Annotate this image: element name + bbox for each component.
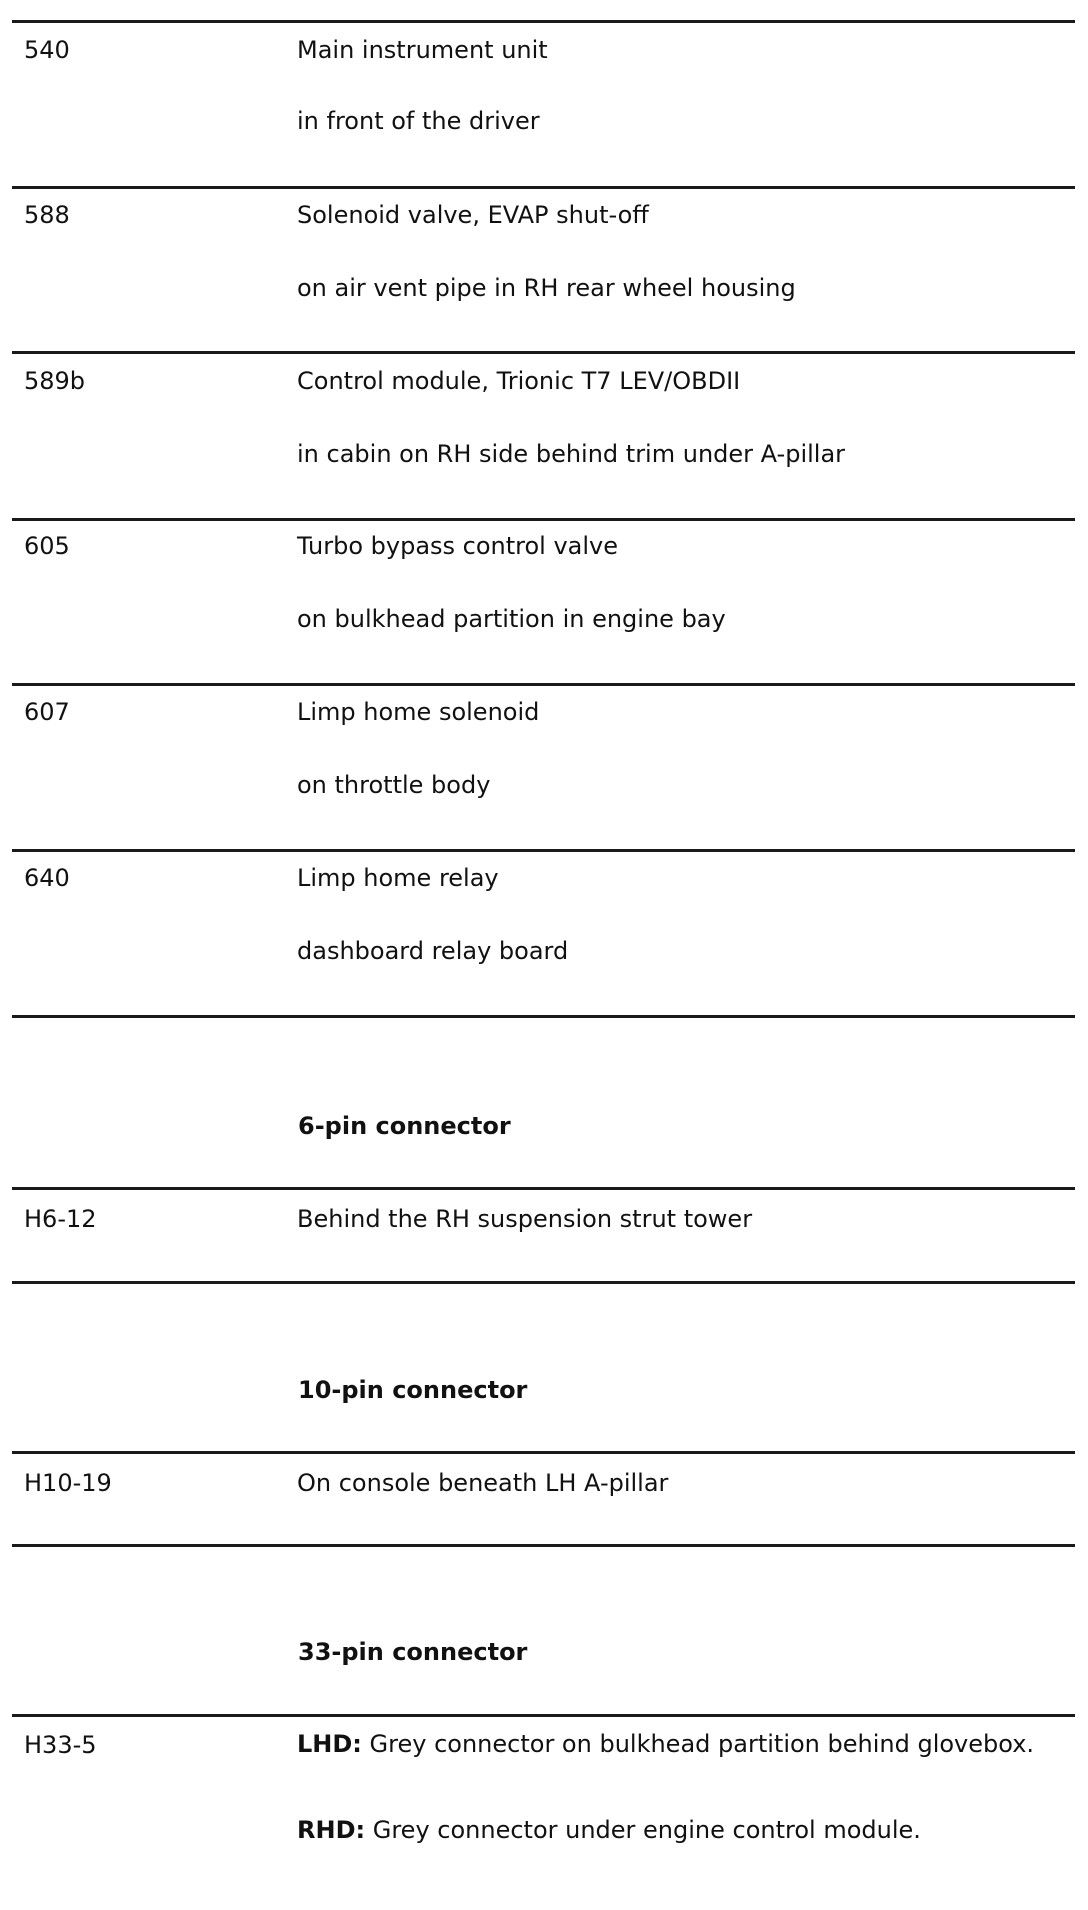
divider bbox=[12, 186, 1075, 189]
component-code: 589b bbox=[24, 367, 86, 395]
divider bbox=[12, 1714, 1075, 1717]
divider bbox=[12, 1187, 1075, 1190]
divider bbox=[12, 1281, 1075, 1284]
component-code: 640 bbox=[24, 864, 70, 892]
divider bbox=[12, 1451, 1075, 1454]
section-heading-10-pin: 10-pin connector bbox=[298, 1376, 528, 1404]
connector-location: Behind the RH suspension strut tower bbox=[297, 1205, 753, 1233]
component-name: Main instrument unit bbox=[297, 36, 548, 64]
divider bbox=[12, 518, 1075, 521]
divider bbox=[12, 849, 1075, 852]
connector-code: H6-12 bbox=[24, 1205, 97, 1233]
component-code: 607 bbox=[24, 698, 70, 726]
connector-code: H33-5 bbox=[24, 1731, 97, 1759]
component-name: Turbo bypass control valve bbox=[297, 532, 619, 560]
component-name: Limp home solenoid bbox=[297, 698, 540, 726]
lhd-note bbox=[297, 1730, 1057, 1759]
component-code: 588 bbox=[24, 201, 70, 229]
section-heading-33-pin: 33-pin connector bbox=[298, 1638, 528, 1666]
component-code: 540 bbox=[24, 36, 70, 64]
connector-code: H10-19 bbox=[24, 1469, 112, 1497]
component-location: on air vent pipe in RH rear wheel housing bbox=[297, 274, 796, 302]
divider bbox=[12, 1544, 1075, 1547]
lhd-text: Grey connector on bulkhead partition behind glovebox. bbox=[369, 1730, 1035, 1758]
component-location: on bulkhead partition in engine bay bbox=[297, 605, 726, 633]
component-location: in cabin on RH side behind trim under A-pillar bbox=[297, 440, 846, 468]
lhd-label: LHD: bbox=[297, 1730, 362, 1758]
divider bbox=[12, 683, 1075, 686]
component-name: Solenoid valve, EVAP shut-off bbox=[297, 201, 649, 229]
divider bbox=[12, 20, 1075, 23]
component-location: on throttle body bbox=[297, 771, 491, 799]
component-location: in front of the driver bbox=[297, 107, 540, 135]
rhd-note bbox=[297, 1815, 921, 1845]
connector-location: On console beneath LH A-pillar bbox=[297, 1469, 669, 1497]
divider bbox=[12, 351, 1075, 354]
component-code: 605 bbox=[24, 532, 70, 560]
rhd-text: Grey connector under engine control module. bbox=[372, 1816, 921, 1844]
rhd-label: RHD: bbox=[297, 1816, 366, 1844]
component-location: dashboard relay board bbox=[297, 937, 569, 965]
component-name: Control module, Trionic T7 LEV/OBDII bbox=[297, 367, 741, 395]
divider bbox=[12, 1015, 1075, 1018]
component-name: Limp home relay bbox=[297, 864, 499, 892]
section-heading-6-pin: 6-pin connector bbox=[298, 1112, 511, 1140]
